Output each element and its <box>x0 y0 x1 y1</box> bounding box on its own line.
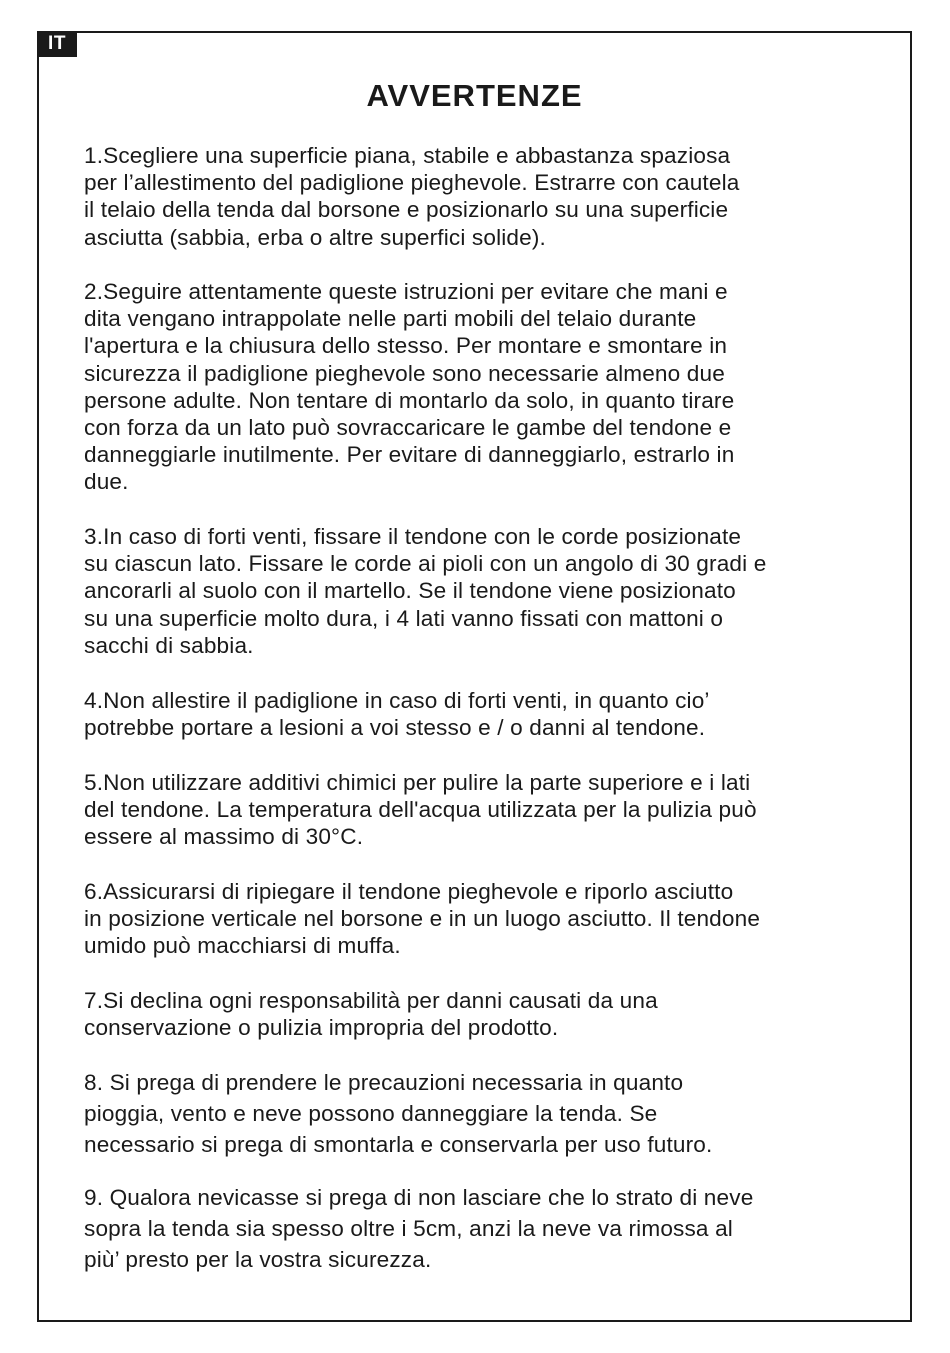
warning-line: 8. Si prega di prendere le precauzioni necessaria in quanto <box>84 1070 684 1095</box>
warning-item-4 <box>84 687 884 741</box>
warning-line: due. <box>84 469 129 495</box>
warning-line: sopra la tenda sia spesso oltre i 5cm, anzi la neve va rimossa al <box>84 1216 733 1241</box>
warning-line: necessario si prega di smontarla e conservarla per uso futuro. <box>84 1132 713 1157</box>
warning-line: 5.Non utilizzare additivi chimici per pulire la parte superiore e i lati <box>84 770 751 795</box>
warning-line: 3.In caso di forti venti, fissare il tendone con le corde posizionate <box>84 524 742 549</box>
warning-line: con forza da un lato può sovraccaricare le gambe del tendone e <box>84 415 732 441</box>
warning-line: 2.Seguire attentamente queste istruzioni per evitare che mani e <box>84 279 728 304</box>
warning-line: 4.Non allestire il padiglione in caso di forti venti, in quanto cio’ <box>84 688 710 713</box>
warning-line: su ciascun lato. Fissare le corde ai pioli con un angolo di 30 gradi e <box>84 551 767 577</box>
warning-item-6 <box>84 878 884 960</box>
warning-line: essere al massimo di 30°C. <box>84 824 364 850</box>
warning-line: per l’allestimento del padiglione pieghevole. Estrarre con cautela <box>84 170 740 196</box>
warning-line: il telaio della tenda dal borsone e posizionarlo su una superficie <box>84 197 729 223</box>
warning-line: conservazione o pulizia impropria del prodotto. <box>84 1015 559 1041</box>
warning-line: su una superficie molto dura, i 4 lati vanno fissati con mattoni o <box>84 605 724 631</box>
warning-item-3 <box>84 523 884 659</box>
warning-line: danneggiarle inutilmente. Per evitare di danneggiarlo, estrarlo in <box>84 442 735 468</box>
warning-line: ancorarli al suolo con il martello. Se il tendone viene posizionato <box>84 578 736 604</box>
warning-line: persone adulte. Non tentare di montarlo da solo, in quanto tirare <box>84 387 735 413</box>
warning-line: sacchi di sabbia. <box>84 632 254 658</box>
warning-line: 6.Assicurarsi di ripiegare il tendone pieghevole e riporlo asciutto <box>84 879 734 904</box>
page-title: AVVERTENZE <box>366 78 583 113</box>
warning-item-5 <box>84 769 884 851</box>
warning-item-7 <box>84 987 884 1041</box>
warning-line: più’ presto per la vostra sicurezza. <box>84 1247 432 1272</box>
warning-line: umido può macchiarsi di muffa. <box>84 933 401 959</box>
warning-item-1 <box>84 142 884 251</box>
warning-item-2 <box>84 278 884 496</box>
warning-item-8 <box>84 1067 884 1160</box>
language-badge: IT <box>37 31 77 57</box>
warning-line: 9. Qualora nevicasse si prega di non lasciare che lo strato di neve <box>84 1185 754 1210</box>
warning-line: 7.Si declina ogni responsabilità per danni causati da una <box>84 988 658 1013</box>
warning-line: del tendone. La temperatura dell'acqua utilizzata per la pulizia può <box>84 797 757 823</box>
warning-line: l'apertura e la chiusura dello stesso. Per montare e smontare in <box>84 333 728 359</box>
warning-line: asciutta (sabbia, erba o altre superfici solide). <box>84 224 546 250</box>
warning-line: pioggia, vento e neve possono danneggiare la tenda. Se <box>84 1101 658 1126</box>
warning-line: 1.Scegliere una superficie piana, stabile e abbastanza spaziosa <box>84 143 731 168</box>
warning-line: sicurezza il padiglione pieghevole sono necessarie almeno due <box>84 360 725 386</box>
warning-line: in posizione verticale nel borsone e in un luogo asciutto. Il tendone <box>84 906 761 932</box>
warning-line: dita vengano intrappolate nelle parti mobili del telaio durante <box>84 306 697 332</box>
warning-line: potrebbe portare a lesioni a voi stesso e / o danni al tendone. <box>84 715 706 741</box>
warning-item-9 <box>84 1182 884 1275</box>
